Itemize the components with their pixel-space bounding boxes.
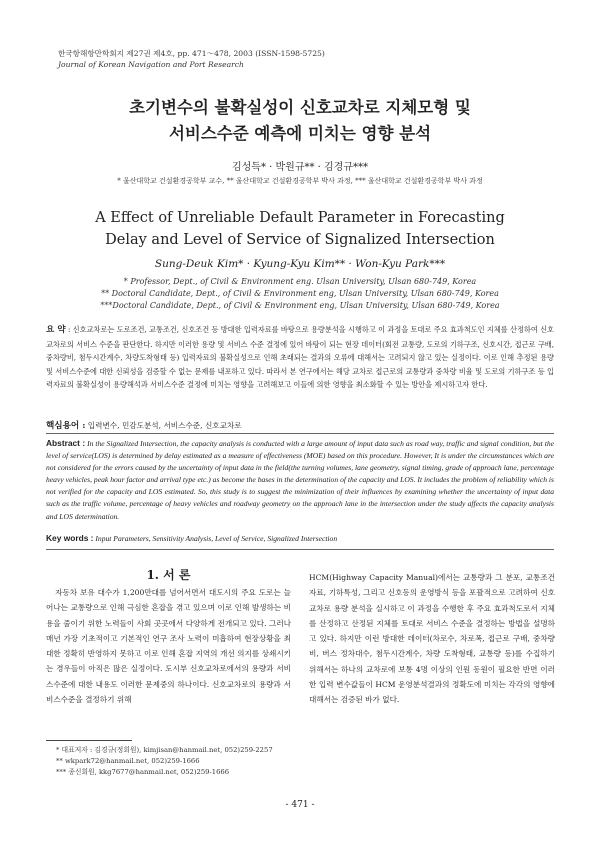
body-left-column: 자동차 보유 대수가 1,200만대를 넘어서면서 대도시의 주요 도로는 늘어나는 교통량으로 인해 극심한 혼잡을 겪고 있으며 이로 인해 발생하는 비용을 줄이기 위한 노력들이 사회 곳곳에서 다양하게 전개되고 있다. 그러나 매년 가장 기초적이고 기본적인 연구 조사 노력이 미흡하여 현장상황을 최대한 정확히 반영하지 못하고 이로 인해 혼잡 지역의 개선 의지를 상쇄시키는 경우들이 아직은 많은 실정이다. 도시부 신호교차로에서의 용량과 서비스수준에 대한 내용도 이러한 문제중의 하나이다. 신호교차로의 용량과 서비스수준을 결정하기 위해	[46, 588, 291, 705]
english-authors: Sung-Deuk Kim* · Kyung-Kyu Kim** · Won-Kyu Park***	[154, 258, 446, 270]
korean-title-line1: 초기변수의 불확실성이 신호교차로 지체모형 및	[129, 98, 471, 117]
footnote-second-author: ** wkpark72@hanmail.net, 052)259-1666	[56, 757, 200, 765]
korean-abstract	[46, 323, 554, 392]
korean-title-line2: 서비스수준 예측에 미치는 영향 분석	[168, 124, 432, 143]
korean-keywords-text: 입력변수, 민감도분석, 서비스수준, 신호교차로	[85, 421, 242, 430]
korean-keywords-label: 핵심용어 :	[46, 421, 86, 431]
korean-abstract-text: : 신호교차로는 도로조건, 교통조건, 신호조건 등 방대한 입력자료를 바탕으로 용량분석을 시행하고 이 과정을 토대로 주요 효과척도인 지체를 산정하여 신호교차로의 서비스 수준을 판단한다. 하지만 이러한 용량 및 서비스 수준 결정에 있어 바탕이 되는 현장 데이터(회전 교통량, 도로의 기하구조, 신호시간, 접근로 구배, 중차량비, 첨두시간계수, 차량도착형태 등) 입력자료의 불확실성으로 인해 초래되는 결과의 오류에 대해서는 고려되지 않고 있는 실정이다. 이로 인해 추정된 용량 및 서비스수준에 대한 신뢰성을 검증할 수 없는 문제를 내포하고 있다. 따라서 본 연구에서는 해당 교차로 접근로의 교통량과 중차량 비율 및 도로의 기하구조 등 입력자료의 불확실성이 용량해석과 서비스수준 결정에 미치는 영향을 고려해보고 이들에 의한 영향을 최소화할 수 있는 방안을 제시하고자 한다.	[46, 325, 554, 390]
english-keywords-text: Input Parameters, Sensitivity Analysis, Level of Service, Signalized Intersection	[93, 534, 338, 543]
english-affiliations	[0, 276, 600, 312]
english-affiliation-1: * Professor, Dept., of Civil & Environment eng. Ulsan University, Ulsan 680-749, Korea	[123, 277, 477, 286]
english-affiliation-3: ***Doctoral Candidate, Dept., of Civil & Environment eng, Ulsan University, Ulsan 680-749, Korea	[100, 301, 500, 310]
english-title	[0, 207, 600, 251]
page-number: - 471 -	[285, 800, 315, 810]
korean-affiliation: * 울산대학교 건설환경공학부 교수, ** 울산대학교 건설환경공학부 박사 과정, *** 울산대학교 건설환경공학부 박사 과정	[117, 177, 483, 185]
section-heading-introduction: 1. 서 론	[146, 568, 191, 582]
english-affiliation-2: ** Doctoral Candidate, Dept., of Civil & Environment eng, Ulsan University, Ulsan 680-749, Korea	[101, 289, 499, 298]
english-title-line1: A Effect of Unreliable Default Parameter in Forecasting	[95, 210, 505, 226]
divider-bottom	[46, 549, 554, 550]
journal-header	[58, 48, 325, 70]
english-abstract	[46, 437, 554, 523]
korean-abstract-label: 요 약	[46, 325, 66, 335]
english-abstract-text: In the Signalized Intersection, the capacity analysis is conducted with a large amount of input data such as road way, traffic and signal condition, but the level of service(LOS) is determined by delay estimated as a measure of effectiveness (MOE) based on this procedure. However, It is under the circumstances which are not considered for the errors caused by the uncertainty of input data in the field(the turning volumes, lane geometry, signal timing, grade of approach lane, percentage heavy vehicles, peak hour factor and arrival type etc.) as become the bases in the determination of the capacity and LOS. It includes the problem of reliability which is not verified for the capacity and LOS estimated. So, this study is to suggest the minimization of their influences by examining whether the uncertainty of input data such as the traffic volume, percentage of heavy vehicles and roadway geometry on the approach lane in the intersection under the study affects the capacity analysis and LOS determination.	[46, 439, 555, 521]
english-abstract-label: Abstract :	[46, 438, 86, 448]
divider-top	[46, 433, 554, 434]
footnote-rule	[46, 740, 132, 741]
footnote-third-author: *** 종신회원, kkg7677@hanmail.net, 052)259-1666	[56, 768, 230, 776]
english-keywords-label: Key words :	[46, 533, 94, 543]
english-keywords	[46, 533, 337, 543]
korean-keywords	[46, 419, 242, 431]
journal-kr-line: 한국항해항만학회지 제27권 제4호, pp. 471～478, 2003 (ISSN-1598-5725)	[58, 49, 325, 58]
korean-title	[0, 95, 600, 147]
journal-en-line: Journal of Korean Navigation and Port Research	[58, 60, 244, 69]
footnote-corresponding-author: * 대표저자 : 김경규(정회원), kimjisan@hanmail.net, 052)259-2257	[56, 746, 273, 754]
footnotes	[56, 745, 273, 778]
english-title-line2: Delay and Level of Service of Signalized Intersection	[105, 232, 495, 248]
body-right-column: HCM(Highway Capacity Manual)에서는 교통량과 그 분포, 교통조건 자료, 기하특성, 그리고 신호등의 운영방식 등을 포괄적으로 고려하여 신호교차로 용량 분석을 실시하고 이 과정을 수행한 후 주요 효과척도로서 지체를 산정하고 산정된 지체를 토대로 서비스 수준을 결정하는 방법을 설명하고 있다. 하지만 이런 방대한 데이터(차로수, 차로폭, 접근로 구배, 중차량비, 버스 정차대수, 첨두시간계수, 차량 도착형태, 교통량 등)를 수집하기 위해서는 하나의 교차로에 보통 4명 이상의 인원 동원이 필요한 반면 이러한 입력 변수값들이 HCM 운영분석결과의 정확도에 미치는 각각의 영향에 대해서는 검증된 바가 없다.	[309, 573, 555, 705]
korean-authors: 김성득* · 박원규** · 김경규***	[231, 162, 368, 173]
